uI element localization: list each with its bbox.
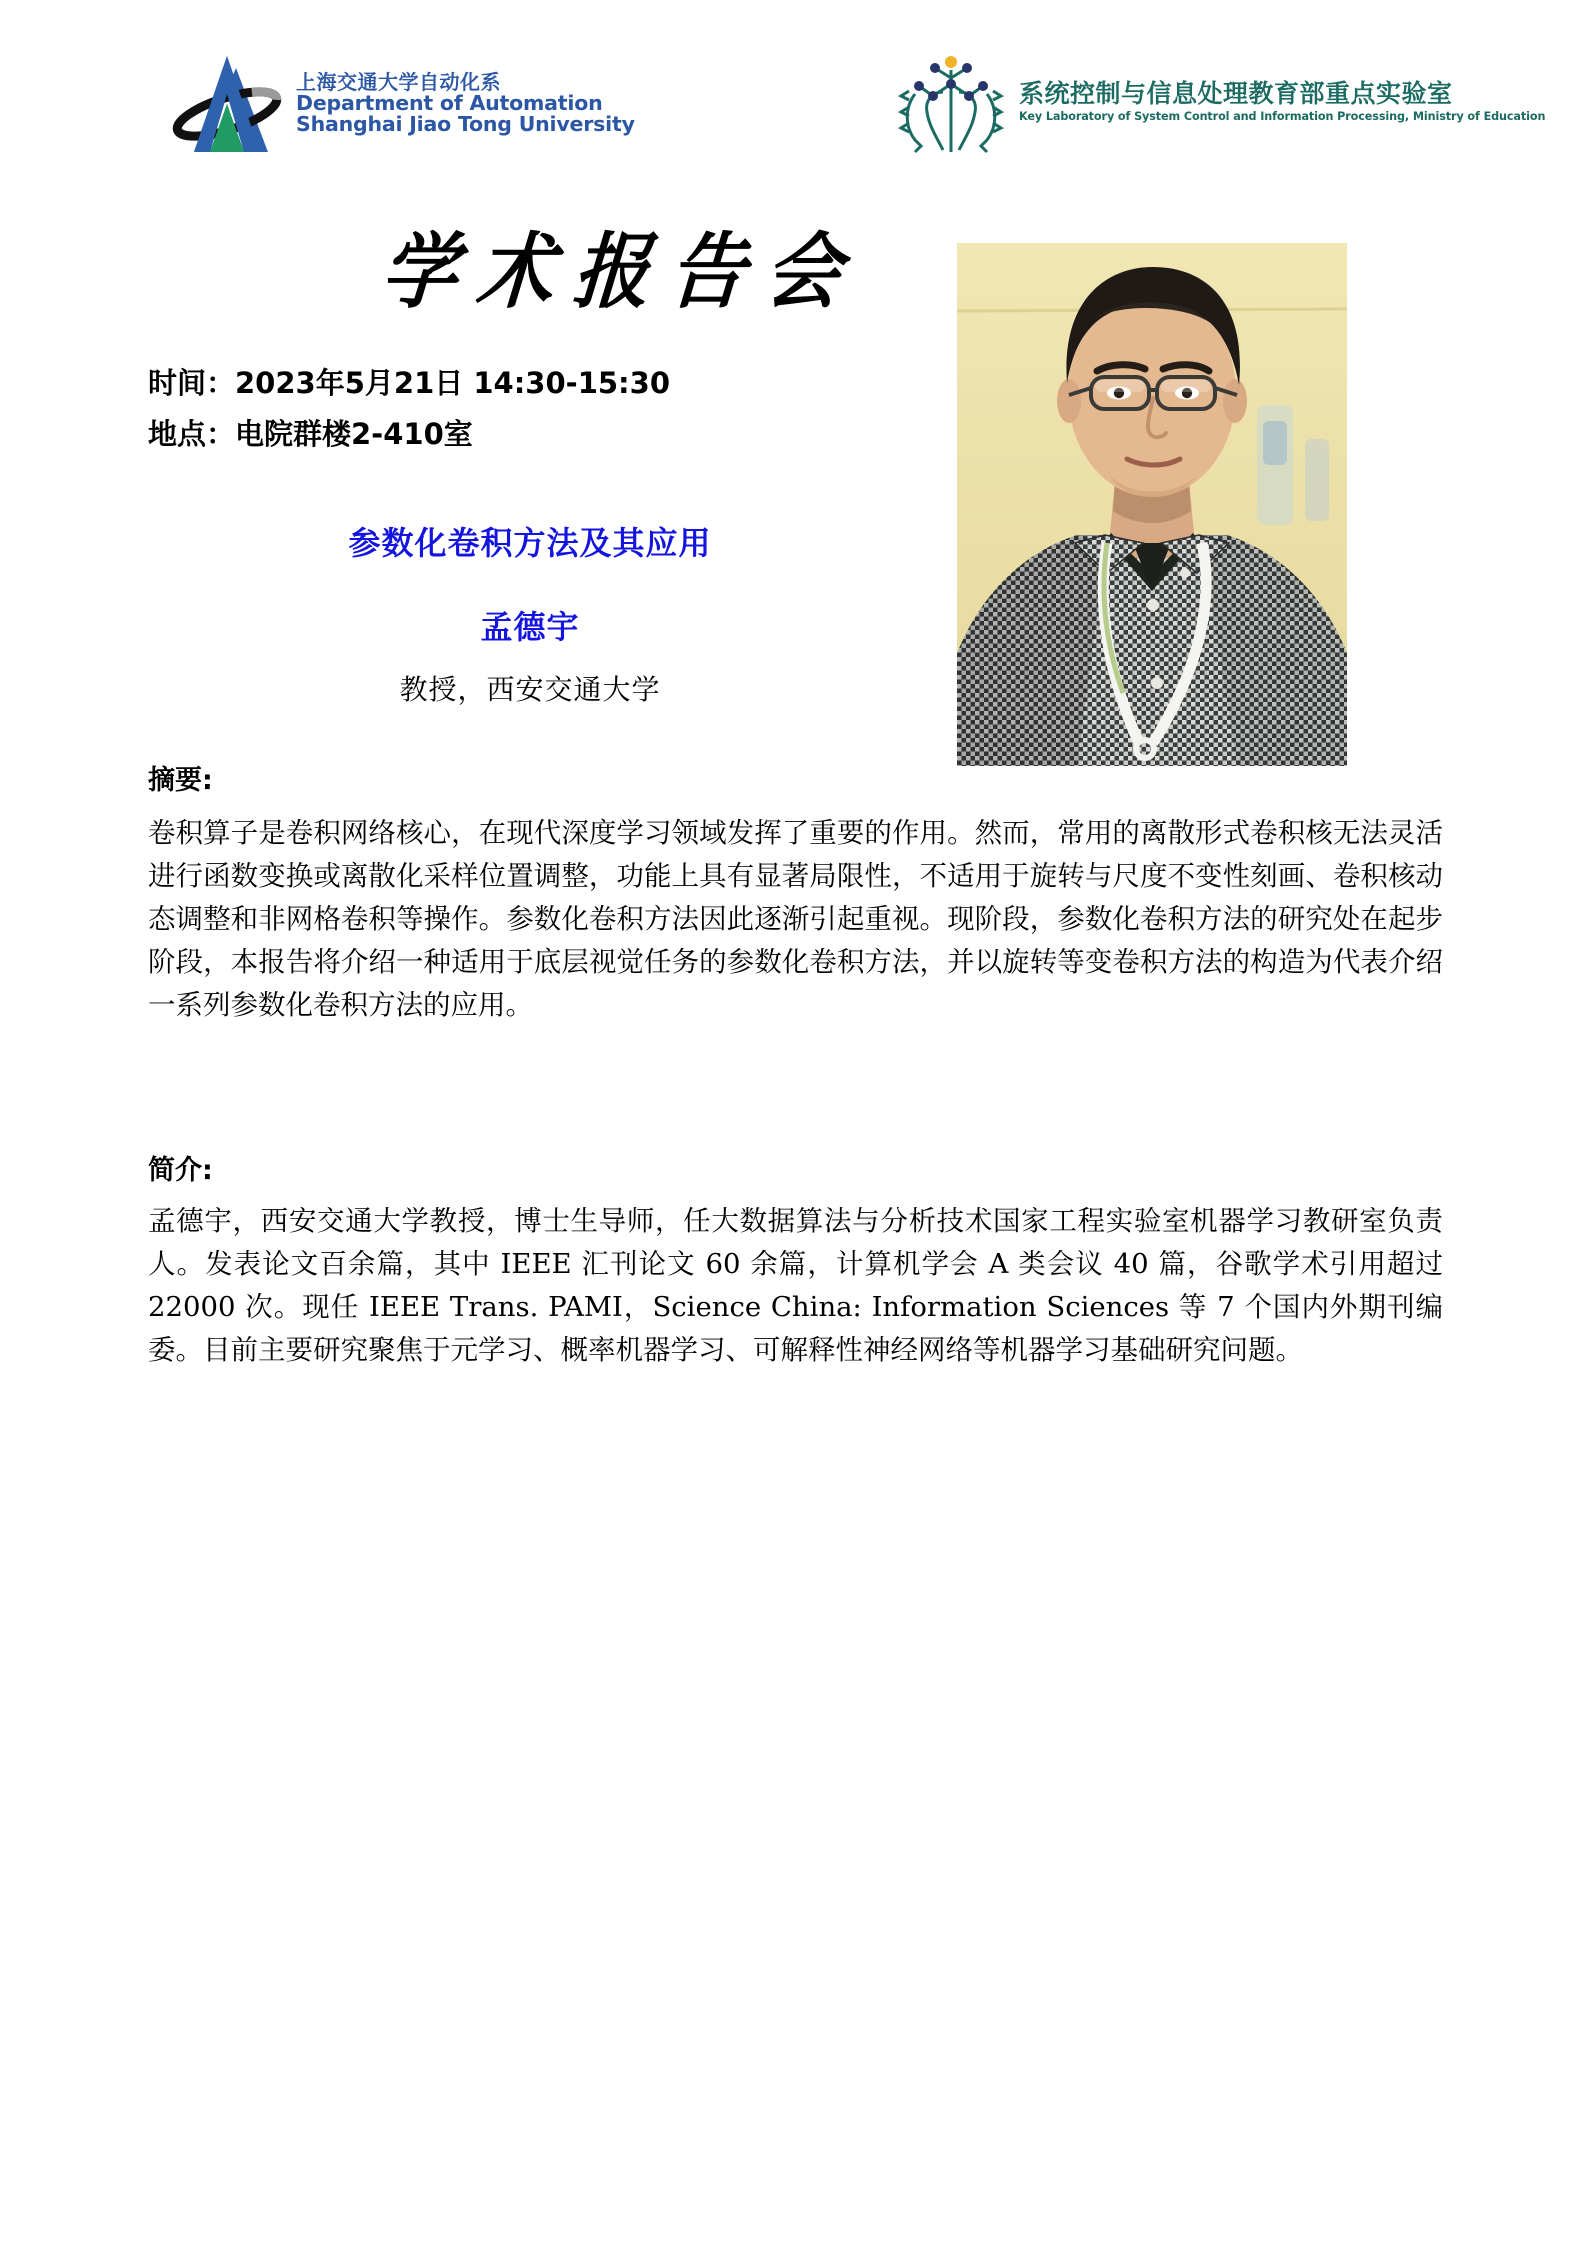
key-laboratory-logo-text xyxy=(1019,80,1545,124)
speaker-name: 孟德宇 xyxy=(480,608,580,646)
logo-right-cn: 系统控制与信息处理教育部重点实验室 xyxy=(1019,79,1453,109)
sjtu-automation-logo xyxy=(168,52,635,156)
logo-left-en-line1: Department of Automation xyxy=(296,91,603,116)
event-location: 地点：电院群楼2-410室 xyxy=(148,417,473,451)
key-laboratory-gear-circuit-logo-icon xyxy=(895,48,1007,156)
event-info xyxy=(148,358,670,460)
poster-header xyxy=(0,0,1587,200)
abstract-heading: 摘要: xyxy=(148,765,213,796)
event-time: 时间：2023年5月21日 14:30-15:30 xyxy=(148,366,671,400)
logo-left-cn: 上海交通大学自动化系 xyxy=(296,70,501,95)
logo-right-en: Key Laboratory of System Control and Information Processing, Ministry of Education xyxy=(1019,110,1546,124)
abstract-body: 卷积算子是卷积网络核心，在现代深度学习领域发挥了重要的作用。然而，常用的离散形式卷积核无法灵活进行函数变换或离散化采样位置调整，功能上具有显著局限性，不适用于旋转与尺度不变性刻画、卷积核动态调整和非网格卷积等操作。参数化卷积方法因此逐渐引起重视。现阶段，参数化卷积方法的研究处在起步阶段，本报告将介绍一种适用于底层视觉任务的参数化卷积方法，并以旋转等变卷积方法的构造为代表介绍一系列参数化卷积方法的应用。 xyxy=(148,817,1443,1021)
key-laboratory-logo xyxy=(895,48,1545,156)
sjtu-automation-logo-text xyxy=(296,72,635,135)
page-title: 学术报告会 xyxy=(378,223,865,320)
speaker-portrait-photo xyxy=(957,243,1347,766)
logo-left-en-line2: Shanghai Jiao Tong University xyxy=(296,112,635,137)
bio-body: 孟德宇，西安交通大学教授，博士生导师，任大数据算法与分析技术国家工程实验室机器学习教研室负责人。发表论文百余篇，其中 IEEE 汇刊论文 60 余篇，计算机学会 A 类会议 40 篇，谷歌学术引用超过 22000 次。现任 IEEE Trans. PAMI，Science China: Information Sciences 等 7 个国内外期刊编委。目前主要研究聚焦于元学习、概率机器学习、可解释性神经网络等机器学习基础研究问题。 xyxy=(148,1205,1443,1366)
talk-title: 参数化卷积方法及其应用 xyxy=(348,524,712,562)
sjtu-automation-logo-icon xyxy=(168,52,286,156)
speaker-affiliation: 教授，西安交通大学 xyxy=(399,673,661,706)
bio-heading: 简介: xyxy=(148,1155,213,1186)
